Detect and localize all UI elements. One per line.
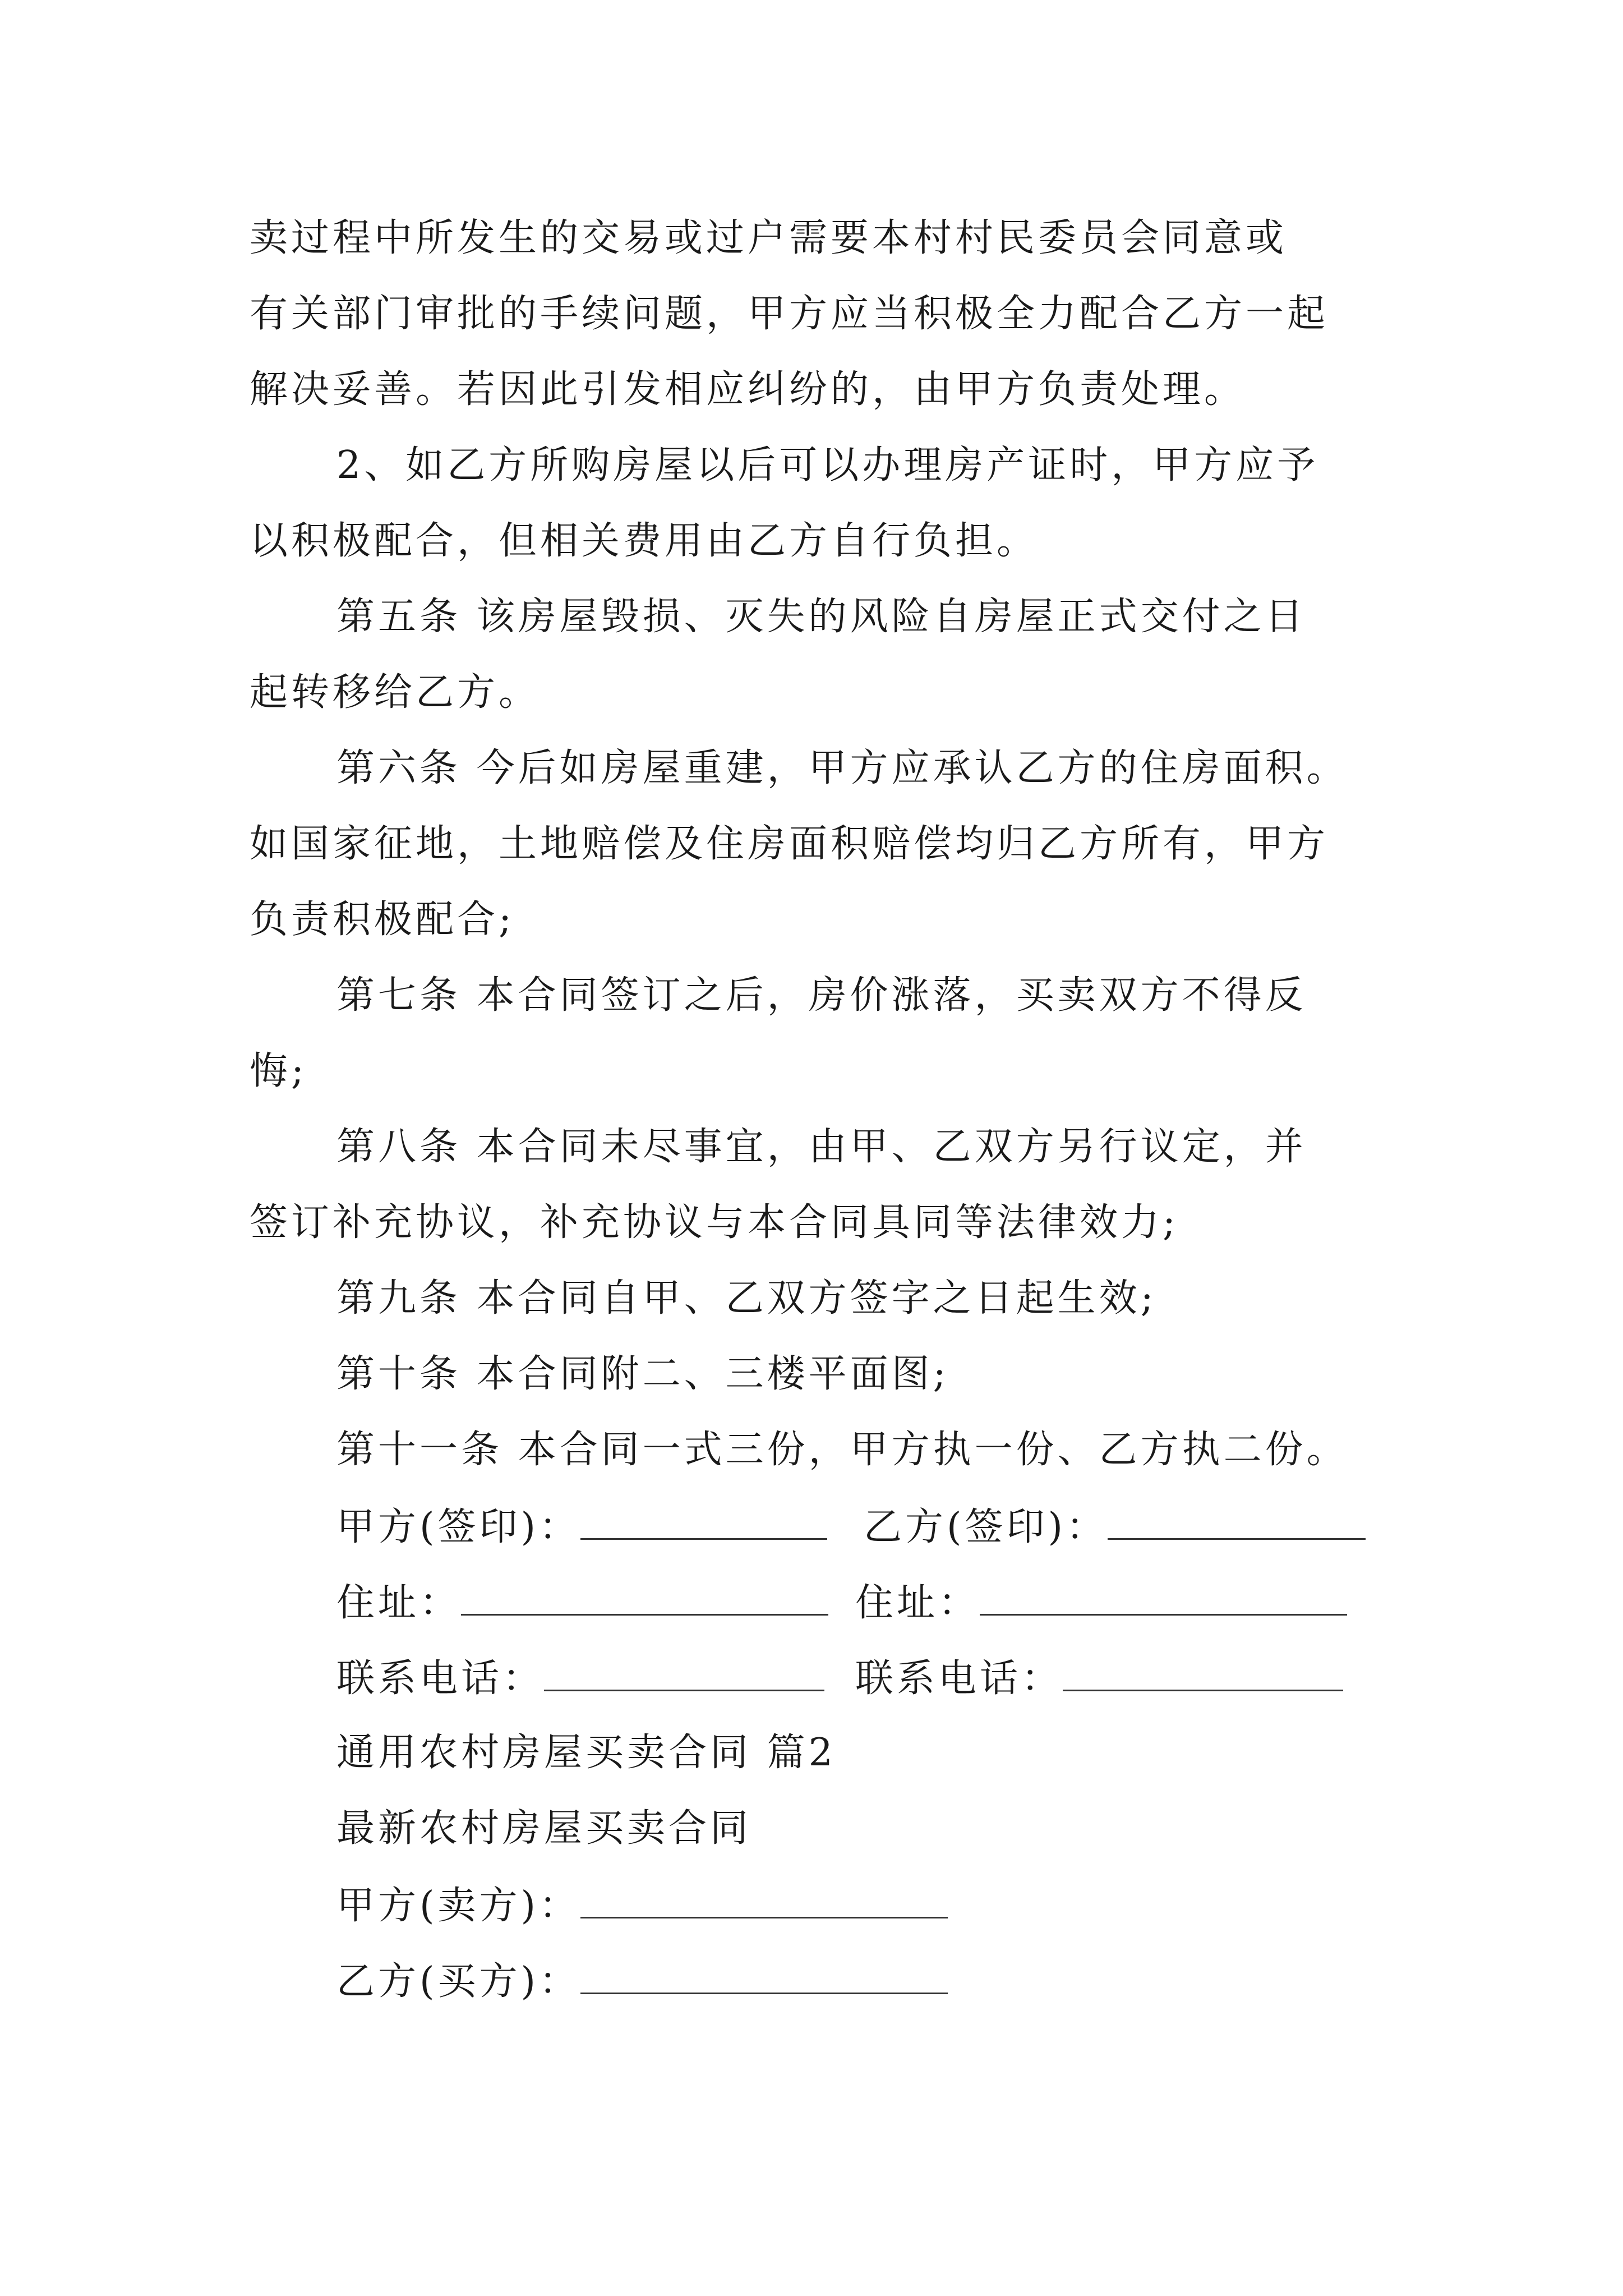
article-8-line: 第八条 本合同未尽事宜，由甲、乙双方另行议定，并: [336, 1125, 1307, 1169]
contract-title: 最新农村房屋买卖合同: [336, 1806, 752, 1851]
article-9-line: 第九条 本合同自甲、乙双方签字之日起生效;: [336, 1276, 1157, 1320]
party-a-address-row: [336, 1579, 828, 1626]
seller-row: [336, 1882, 948, 1929]
buyer-label: 乙方(买方)：: [336, 1959, 581, 2004]
buyer-row: [336, 1958, 948, 2004]
party-a-phone-row: [336, 1655, 824, 1701]
paragraph-line: 如国家征地，土地赔偿及住房面积赔偿均归乙方所有，甲方: [250, 822, 1329, 866]
party-b-address-row: [855, 1579, 1347, 1626]
paragraph-line: 有关部门审批的手续问题，甲方应当积极全力配合乙方一起: [250, 292, 1329, 336]
party-a-phone-blank: [544, 1655, 824, 1691]
paragraph-line: 悔;: [250, 1049, 307, 1093]
party-b-sign-row: [864, 1503, 1366, 1550]
seller-label: 甲方(卖方)：: [336, 1884, 581, 1928]
buyer-blank: [580, 1958, 948, 1994]
paragraph-line: 卖过程中所发生的交易或过户需要本村村民委员会同意或: [250, 216, 1288, 260]
party-b-phone-blank: [1063, 1655, 1343, 1691]
party-a-address-label: 住址：: [336, 1581, 462, 1625]
party-a-phone-label: 联系电话：: [336, 1657, 545, 1701]
article-10-line: 第十条 本合同附二、三楼平面图;: [336, 1352, 949, 1396]
paragraph-line: 2、如乙方所购房屋以后可以办理房产证时，甲方应予: [336, 443, 1319, 487]
article-7-line: 第七条 本合同签订之后，房价涨落，买卖双方不得反: [336, 973, 1307, 1018]
section-heading: 通用农村房屋买卖合同 篇2: [336, 1731, 836, 1775]
article-11-line: 第十一条 本合同一式三份，甲方执一份、乙方执二份。: [336, 1428, 1348, 1472]
party-b-address-label: 住址：: [855, 1581, 980, 1625]
party-a-sign-row: [336, 1503, 827, 1550]
party-b-sign-blank: [1108, 1503, 1366, 1540]
paragraph-line: 解决妥善。若因此引发相应纠纷的，由甲方负责处理。: [250, 367, 1246, 412]
party-b-address-blank: [980, 1579, 1347, 1616]
party-b-sign-label: 乙方(签印)：: [864, 1505, 1108, 1549]
seller-blank: [580, 1882, 948, 1918]
paragraph-line: 签订补充协议，补充协议与本合同具同等法律效力;: [250, 1200, 1179, 1245]
party-a-sign-blank: [580, 1503, 827, 1540]
party-b-phone-label: 联系电话：: [855, 1657, 1063, 1701]
article-5-line: 第五条 该房屋毁损、灭失的风险自房屋正式交付之日: [336, 595, 1307, 639]
article-6-line: 第六条 今后如房屋重建，甲方应承认乙方的住房面积。: [336, 746, 1348, 790]
paragraph-line: 起转移给乙方。: [250, 670, 541, 715]
paragraph-line: 负责积极配合;: [250, 898, 515, 942]
party-a-address-blank: [461, 1579, 828, 1616]
party-b-phone-row: [855, 1655, 1343, 1701]
party-a-sign-label: 甲方(签印)：: [336, 1505, 581, 1549]
paragraph-line: 以积极配合，但相关费用由乙方自行负担。: [250, 519, 1039, 563]
